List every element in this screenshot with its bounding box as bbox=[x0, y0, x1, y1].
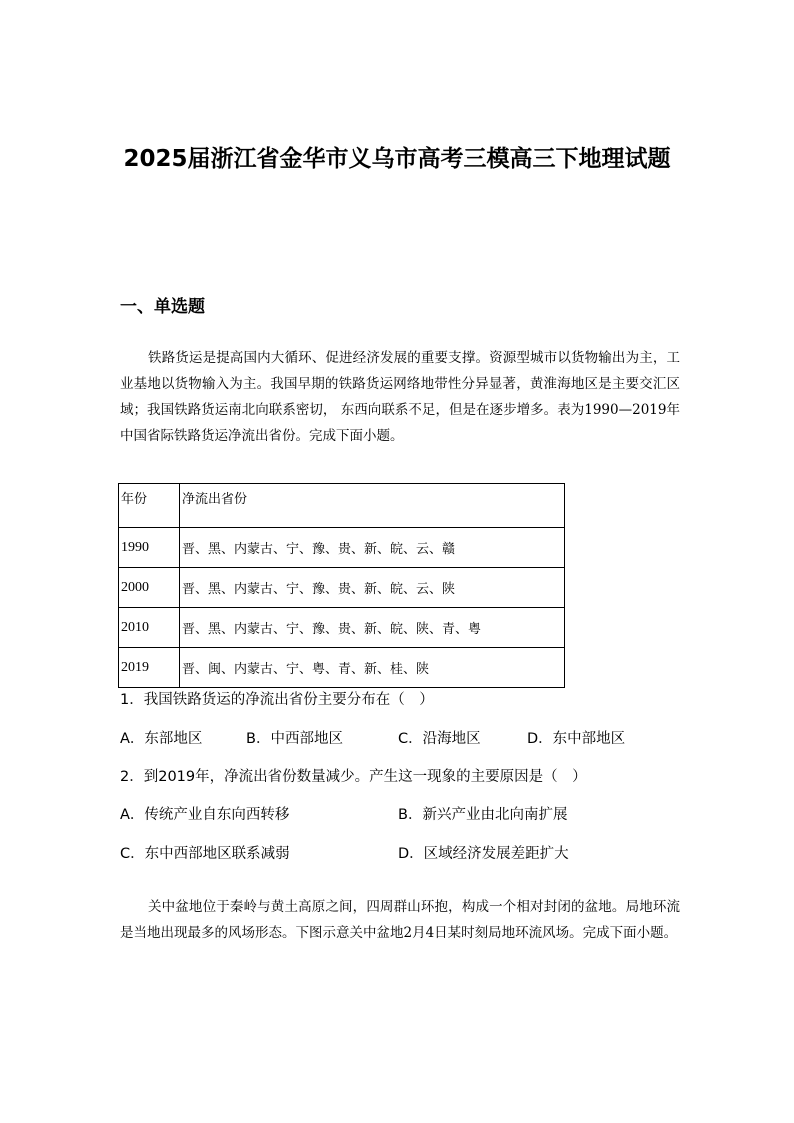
question-2-stem: 2．到2019年，净流出省份数量减少。产生这一现象的主要原因是（ ） bbox=[120, 769, 587, 785]
freight-table bbox=[118, 483, 565, 688]
table-cell-year: 2000 bbox=[119, 568, 180, 608]
table-header-provinces: 净流出省份 bbox=[180, 484, 565, 528]
question-2-option-b[interactable]: B．新兴产业由北向南扩展 bbox=[398, 807, 568, 823]
question-2-option-d[interactable]: D．区域经济发展差距扩大 bbox=[398, 846, 569, 862]
table-cell-provinces: 晋、闽、内蒙古、宁、粤、青、新、桂、陕 bbox=[180, 648, 565, 688]
table-row bbox=[119, 648, 565, 688]
question-1-option-d[interactable]: D．东中部地区 bbox=[527, 731, 626, 747]
table-cell-provinces: 晋、黑、内蒙古、宁、豫、贵、新、皖、陕、青、粤 bbox=[180, 608, 565, 648]
table-row bbox=[119, 528, 565, 568]
section-heading: 一、单选题 bbox=[120, 297, 205, 317]
intro-paragraph-2: 关中盆地位于秦岭与黄土高原之间，四周群山环抱，构成一个相对封闭的盆地。局地环流是当地出现最多的风场形态。下图示意关中盆地2月4日某时刻局地环流风场。完成下面小题。 bbox=[120, 899, 680, 941]
question-1-option-a[interactable]: A．东部地区 bbox=[120, 731, 203, 747]
question-1-stem: 1．我国铁路货运的净流出省份主要分布在（ ） bbox=[120, 692, 434, 708]
page-title: 2025届浙江省金华市义乌市高考三模高三下地理试题 bbox=[123, 146, 671, 172]
question-1-option-c[interactable]: C．沿海地区 bbox=[398, 731, 481, 747]
table-cell-year: 1990 bbox=[119, 528, 180, 568]
table-row bbox=[119, 568, 565, 608]
intro-paragraph-1: 铁路货运是提高国内大循环、促进经济发展的重要支撑。资源型城市以货物输出为主，工业基地以货物输入为主。我国早期的铁路货运网络地带性分异显著，黄淮海地区是主要交汇区域；我国铁路货运南北向联系密切， 东西向联系不足，但是在逐步增多。表为1990—2019年中国省际铁路货运净流出省份。完成下面小题。 bbox=[120, 350, 680, 444]
question-1-option-b[interactable]: B．中西部地区 bbox=[246, 731, 343, 747]
table-cell-year: 2019 bbox=[119, 648, 180, 688]
table-cell-year: 2010 bbox=[119, 608, 180, 648]
table-row bbox=[119, 608, 565, 648]
question-2-option-a[interactable]: A．传统产业自东向西转移 bbox=[120, 807, 290, 823]
table-cell-provinces: 晋、黑、内蒙古、宁、豫、贵、新、皖、云、陕 bbox=[180, 568, 565, 608]
table-header-row bbox=[119, 484, 565, 528]
table-cell-provinces: 晋、黑、内蒙古、宁、豫、贵、新、皖、云、赣 bbox=[180, 528, 565, 568]
question-2-option-c[interactable]: C．东中西部地区联系减弱 bbox=[120, 846, 290, 862]
table-header-year: 年份 bbox=[119, 484, 180, 528]
